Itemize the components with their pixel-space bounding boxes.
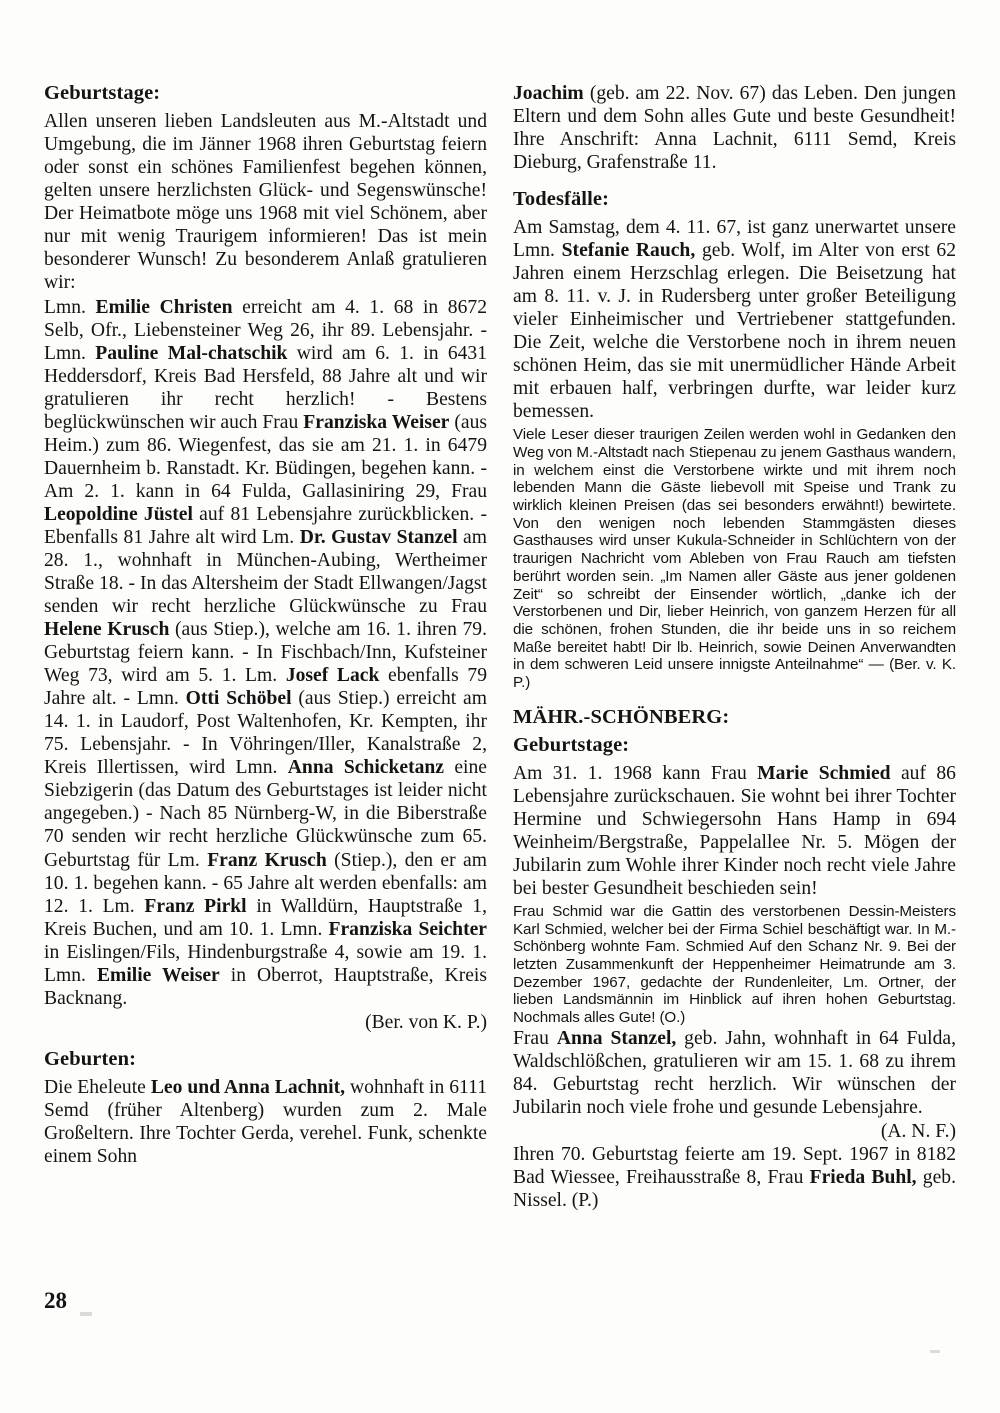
text-run: auf 81 Lebensjahre zurückblicken. - Ebenfalls 81 Jahre alt wird Lm. bbox=[44, 504, 487, 549]
person-name: Stefanie Rauch, bbox=[561, 240, 696, 262]
person-name: Anna Schicketanz bbox=[287, 757, 445, 779]
text-run: geb. Jahn, wohnhaft in 64 Fulda, Waldschlößchen, gratulieren wir am 15. 1. 68 zu ihrem 84. Geburtstag recht herzlich. Wir wünschen der Jubilarin noch viele frohe und gesunde Lebensjahre. bbox=[513, 1027, 956, 1118]
deaths-paragraph bbox=[513, 216, 956, 423]
person-name: Franziska Weiser bbox=[303, 412, 450, 434]
attribution-left: (Ber. von K. P.) bbox=[365, 1011, 487, 1033]
person-name: Joachim bbox=[513, 83, 584, 104]
text-run: Die Eheleute bbox=[44, 1076, 151, 1098]
intro-paragraph: Allen unseren lieben Landsleuten aus M.-Altstadt und Umgebung, die im Jänner 1968 ihren Geburtstag feiern oder sonst ein schönes Familienfest begehen können, gelten unsere herzlichsten Glück- und Segenswünsche! Der Heimatbote möge uns 1968 mit viel Schönem, aber nur mit wenig Traurigem informieren! Das ist mein besonderer Wunsch! Zu besonderem Anlaß gratulieren wir: bbox=[44, 111, 487, 294]
person-name: Pauline Mal-chatschik bbox=[95, 343, 288, 365]
births-continued-paragraph bbox=[513, 82, 956, 174]
text-run: erreicht am 4. 1. 68 in 8672 Selb, Ofr., Liebensteiner Weg 26, ihr 89. Lebensjahr. - Lmn. bbox=[44, 297, 487, 365]
text-run: in Eislingen/Fils, Hindenburgstraße 4, sowie am 19. 1. Lmn. bbox=[44, 941, 487, 986]
person-name: Franz Pirkl bbox=[144, 895, 247, 917]
heading-birthdays-right: Geburtstage: bbox=[513, 733, 630, 756]
birthday-entry-buhl bbox=[513, 1143, 956, 1212]
text-run: (geb. am 22. Nov. 67) das Leben. Den jungen Eltern und dem Sohn alles Gute und beste Gesundheit! Ihre Anschrift: Anna Lachnit, 6111 Semd, Kreis Dieburg, Grafenstraße 11. bbox=[513, 83, 956, 174]
two-column-layout bbox=[44, 82, 956, 1282]
text-run: ebenfalls 79 Jahre alt. - Lmn. bbox=[44, 665, 487, 710]
text-run: (aus Heim.) zum 86. Wiegenfest, das sie am 21. 1. in 6479 Dauernheim b. Ranstadt. Kr. Büdingen, begehen kann. - Am 2. 1. kann in 64 Fulda, Gallasiniring 29, Frau bbox=[44, 412, 488, 503]
birthday-note-schmied: Frau Schmid war die Gattin des verstorbenen Dessin-Meisters Karl Schmied, welcher bei der Firma Schiel beschäftigt war. In M.-Schönberg wohnte Fam. Schmied Auf den Schanz Nr. 9. Bei der letzten Zusammenkunft der Heppenheimer Heimatrunde am 3. Dezember 1967, gedachte der Rundenleiter, Lm. Ortner, der lieben Landsmännin im Hinblick auf ihren hohen Geburtstag. Nochmals alles Gute! (O.) bbox=[513, 902, 956, 1027]
text-run: (aus Stiep.) erreicht am 14. 1. in Laudorf, Post Waltenhofen, Kr. Kempten, ihr 75. Lebensjahr. - In Vöhringen/Iller, Kanalstraße 2, Kreis Illertissen, wird Lmn. bbox=[44, 688, 487, 779]
scan-speck bbox=[80, 1312, 92, 1316]
text-run: Ihren 70. Geburtstag feierte am 19. Sept. 1967 in 8182 Bad Wiessee, Freihausstraße 8, Frau bbox=[513, 1143, 956, 1188]
text-run: (aus Stiep.), welche am 16. 1. ihren 79. Geburtstag feiern kann. - In Fischbach/Inn, Kufsteiner Weg 73, wird am 5. 1. Lm. bbox=[44, 619, 487, 687]
text-run: (Stiep.), den er am 10. 1. begehen kann. - 65 Jahre alt werden ebenfalls: am 12. 1. Lm. bbox=[44, 849, 487, 917]
person-name: Anna Stanzel, bbox=[556, 1027, 677, 1049]
person-name: Otti Schöbel bbox=[185, 688, 292, 710]
heading-town: MÄHR.-SCHÖNBERG: bbox=[513, 705, 730, 728]
text-run: auf 86 Lebensjahre zurückschauen. Sie wohnt bei ihrer Tochter Hermine und Schwiegersohn Hans Hamp in 694 Weinheim/Bergstraße, Pappelallee Nr. 5. Mögen der Jubilarin zum Wohle ihrer Kinder noch recht viele Jahre bei bester Gesundheit beschieden sein! bbox=[513, 762, 956, 899]
text-run: Am 31. 1. 1968 kann Frau bbox=[513, 762, 758, 784]
birthday-entry-schmied bbox=[513, 762, 956, 900]
person-name: Josef Lack bbox=[285, 665, 380, 687]
person-name: Leopoldine Jüstel bbox=[44, 504, 193, 526]
person-name: Marie Schmied bbox=[757, 762, 891, 784]
births-paragraph bbox=[44, 1076, 487, 1168]
person-name: Franz Krusch bbox=[207, 849, 327, 871]
text-run: eine Siebzigerin (das Datum des Geburtstages ist leider nicht angegeben.) - Nach 85 Nürnberg-W, in die Biberstraße 70 senden wir recht herzliche Glückwünsche zum 65. Geburtstag für Lm. bbox=[44, 757, 487, 871]
text-run: Lmn. bbox=[44, 297, 96, 319]
text-run: Frau bbox=[513, 1027, 557, 1049]
person-name: Leo und Anna Lachnit, bbox=[150, 1076, 345, 1098]
heading-births: Geburten: bbox=[44, 1047, 136, 1070]
heading-deaths: Todesfälle: bbox=[513, 188, 610, 211]
person-name: Emilie Weiser bbox=[96, 964, 220, 986]
person-name: Emilie Christen bbox=[95, 297, 233, 319]
text-run: wohnhaft in 6111 Semd (früher Altenberg) wurden zum 2. Male Großeltern. Ihre Tochter Gerda, verehel. Funk, schenkte einem Sohn bbox=[44, 1076, 487, 1167]
page-number: 28 bbox=[44, 1288, 67, 1313]
attribution-right: (A. N. F.) bbox=[880, 1120, 956, 1142]
heading-birthdays-left: Geburtstage: bbox=[44, 82, 161, 104]
text-run: in Oberrot, Hauptstraße, Kreis Backnang. bbox=[44, 964, 487, 1009]
text-run: in Walldürn, Hauptstraße 1, Kreis Buchen, und am 10. 1. Lmn. bbox=[44, 895, 488, 940]
person-name: Dr. Gustav Stanzel bbox=[299, 527, 458, 549]
person-name: Frieda Buhl, bbox=[809, 1166, 917, 1188]
scan-speck bbox=[930, 1350, 940, 1353]
text-run: am 28. 1., wohnhaft in München-Aubing, Wertheimer Straße 18. - In das Altersheim der Stadt Ellwangen/Jagst senden wir recht herzliche Glückwünsche zu Frau bbox=[44, 527, 487, 618]
person-name: Franziska Seichter bbox=[328, 918, 487, 940]
deaths-note: Viele Leser dieser traurigen Zeilen werden wohl in Gedanken den Weg von M.-Altstadt nach Stiepenau zu jenem Gasthaus wandern, in welchem einst die Verstorbene wirkte und mit ihrem noch lebenden Mann die Gäste liebevoll mit Speise und Trank zu wirklich kleinen Preisen (das sei besonders erwähnt!) bewirtete. Von den wenigen noch lebenden Stammgästen dieses Gasthauses wird unser Kukula-Schneider in Schlüchtern von der traurigen Nachricht vom Ableben von Frau Rauch am tiefsten berührt worden sein. „Im Namen aller Gäste aus jener goldenen Zeit“ so schreibt der Einsender wörtlich, „danke ich der Verstorbenen und Dir, lieber Heinrich, von ganzem Herzen für all die schönen, frohen Stunden, die ihr beide uns in so reichem Maße bereitet habt! Dir lb. Heinrich, sowie Deinen Anverwandten in dem schweren Leid unsere innigste Anteilnahme“ — (Ber. v. K. P.) bbox=[513, 426, 956, 692]
right-column bbox=[513, 82, 956, 1282]
text-run: Am Samstag, dem 4. 11. 67, ist ganz unerwartet unsere Lmn. bbox=[513, 217, 956, 262]
birthday-entries bbox=[44, 296, 487, 1009]
person-name: Helene Krusch bbox=[44, 619, 170, 641]
left-column bbox=[44, 82, 487, 1282]
text-run: wird am 6. 1. in 6431 Heddersdorf, Kreis Bad Hersfeld, 88 Jahre alt und wir gratulieren ihr recht herzlich! - Bestens beglückwünschen wir auch Frau bbox=[44, 343, 488, 434]
text-run: geb. Nissel. (P.) bbox=[513, 1166, 956, 1211]
text-run: geb. Wolf, im Alter von erst 62 Jahren einem Herzschlag erlegen. Die Beisetzung hat am 8. 11. v. J. in Rudersberg unter großer Beteiligung vieler Einheimischer und Vertriebener stattgefunden. Die Zeit, welche die Verstorbene noch in ihrem neuen schönen Heim, das sie mit unermüdlicher Hände Arbeit mit erbauen half, verbringen durfte, war leider kurz bemessen. bbox=[513, 240, 956, 423]
birthday-entry-stanzel bbox=[513, 1027, 956, 1119]
